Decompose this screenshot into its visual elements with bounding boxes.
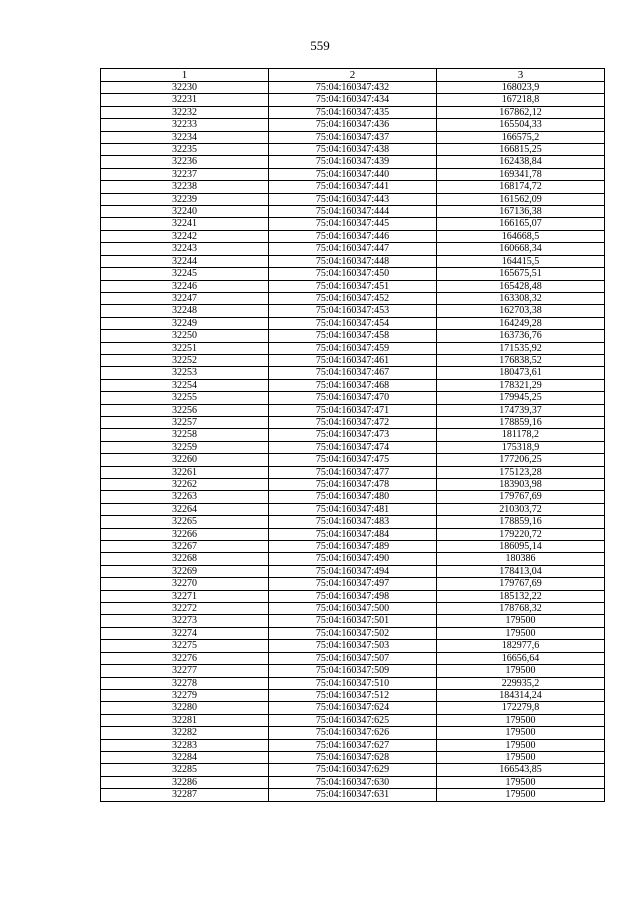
cadastral-number-cell: 75:04:160347:502 [269,627,437,639]
value-cell: 175123,28 [437,466,605,478]
table-row [101,603,605,615]
value-cell: 16656,64 [437,652,605,664]
table-row [101,106,605,118]
column-header-1: 1 [101,69,269,82]
value-cell: 179767,69 [437,491,605,503]
table-row [101,429,605,441]
table-row [101,702,605,714]
table-header [101,69,605,82]
table-row [101,491,605,503]
cadastral-number-cell: 75:04:160347:484 [269,528,437,540]
table-row [101,243,605,255]
row-number-cell: 32272 [101,603,269,615]
cadastral-number-cell: 75:04:160347:625 [269,714,437,726]
value-cell: 178859,16 [437,416,605,428]
table-row [101,292,605,304]
table-row [101,627,605,639]
table-row [101,466,605,478]
page-number: 559 [310,38,330,53]
value-cell: 168174,72 [437,181,605,193]
cadastral-number-cell: 75:04:160347:452 [269,292,437,304]
table-row [101,739,605,751]
table-row [101,727,605,739]
row-number-cell: 32279 [101,689,269,701]
row-number-cell: 32248 [101,305,269,317]
table-row [101,305,605,317]
table-row [101,404,605,416]
cadastral-number-cell: 75:04:160347:448 [269,255,437,267]
row-number-cell: 32283 [101,739,269,751]
table-row [101,94,605,106]
cadastral-number-cell: 75:04:160347:500 [269,603,437,615]
cadastral-number-cell: 75:04:160347:439 [269,156,437,168]
table-row [101,553,605,565]
table-row [101,416,605,428]
cadastral-number-cell: 75:04:160347:512 [269,689,437,701]
cadastral-number-cell: 75:04:160347:468 [269,379,437,391]
value-cell: 166815,25 [437,144,605,156]
cadastral-number-cell: 75:04:160347:451 [269,280,437,292]
cadastral-number-cell: 75:04:160347:477 [269,466,437,478]
row-number-cell: 32249 [101,317,269,329]
value-cell: 166165,07 [437,218,605,230]
table-row [101,168,605,180]
value-cell: 179220,72 [437,528,605,540]
row-number-cell: 32253 [101,367,269,379]
row-number-cell: 32231 [101,94,269,106]
value-cell: 164415,5 [437,255,605,267]
table-row [101,776,605,788]
row-number-cell: 32247 [101,292,269,304]
value-cell: 179500 [437,776,605,788]
table-body [101,82,605,802]
row-number-cell: 32243 [101,243,269,255]
row-number-cell: 32245 [101,268,269,280]
row-number-cell: 32241 [101,218,269,230]
row-number-cell: 32265 [101,516,269,528]
value-cell: 177206,25 [437,454,605,466]
value-cell: 161562,09 [437,193,605,205]
table-row [101,119,605,131]
row-number-cell: 32235 [101,144,269,156]
data-table [100,68,605,802]
value-cell: 179500 [437,751,605,763]
table-row [101,665,605,677]
table-row [101,590,605,602]
value-cell: 180386 [437,553,605,565]
cadastral-number-cell: 75:04:160347:497 [269,578,437,590]
value-cell: 171535,92 [437,342,605,354]
row-number-cell: 32286 [101,776,269,788]
column-header-3: 3 [437,69,605,82]
cadastral-number-cell: 75:04:160347:494 [269,565,437,577]
value-cell: 179500 [437,627,605,639]
table-row [101,578,605,590]
cadastral-number-cell: 75:04:160347:509 [269,665,437,677]
row-number-cell: 32246 [101,280,269,292]
value-cell: 160668,34 [437,243,605,255]
table-row [101,330,605,342]
row-number-cell: 32251 [101,342,269,354]
row-number-cell: 32252 [101,354,269,366]
table-row [101,789,605,801]
cadastral-number-cell: 75:04:160347:458 [269,330,437,342]
cadastral-number-cell: 75:04:160347:474 [269,441,437,453]
cadastral-number-cell: 75:04:160347:624 [269,702,437,714]
cadastral-number-cell: 75:04:160347:459 [269,342,437,354]
table-row [101,541,605,553]
table-row [101,503,605,515]
row-number-cell: 32271 [101,590,269,602]
cadastral-number-cell: 75:04:160347:626 [269,727,437,739]
value-cell: 179500 [437,665,605,677]
row-number-cell: 32274 [101,627,269,639]
value-cell: 178413,04 [437,565,605,577]
value-cell: 229935,2 [437,677,605,689]
value-cell: 163308,32 [437,292,605,304]
cadastral-number-cell: 75:04:160347:475 [269,454,437,466]
value-cell: 167862,12 [437,106,605,118]
cadastral-number-cell: 75:04:160347:510 [269,677,437,689]
value-cell: 185132,22 [437,590,605,602]
table-row [101,181,605,193]
table-row [101,764,605,776]
value-cell: 178859,16 [437,516,605,528]
cadastral-number-cell: 75:04:160347:489 [269,541,437,553]
value-cell: 166543,85 [437,764,605,776]
value-cell: 174739,37 [437,404,605,416]
table-row [101,367,605,379]
value-cell: 179767,69 [437,578,605,590]
cadastral-number-cell: 75:04:160347:434 [269,94,437,106]
value-cell: 168023,9 [437,82,605,94]
table-row [101,441,605,453]
cadastral-number-cell: 75:04:160347:432 [269,82,437,94]
value-cell: 179500 [437,739,605,751]
cadastral-number-cell: 75:04:160347:629 [269,764,437,776]
row-number-cell: 32273 [101,615,269,627]
value-cell: 176838,52 [437,354,605,366]
value-cell: 164668,5 [437,230,605,242]
row-number-cell: 32268 [101,553,269,565]
cadastral-number-cell: 75:04:160347:441 [269,181,437,193]
value-cell: 162438,84 [437,156,605,168]
row-number-cell: 32260 [101,454,269,466]
row-number-cell: 32262 [101,479,269,491]
cadastral-number-cell: 75:04:160347:445 [269,218,437,230]
cadastral-number-cell: 75:04:160347:490 [269,553,437,565]
value-cell: 179945,25 [437,392,605,404]
row-number-cell: 32240 [101,206,269,218]
cadastral-number-cell: 75:04:160347:473 [269,429,437,441]
table-row [101,156,605,168]
row-number-cell: 32276 [101,652,269,664]
value-cell: 180473,61 [437,367,605,379]
row-number-cell: 32261 [101,466,269,478]
row-number-cell: 32254 [101,379,269,391]
column-header-2: 2 [269,69,437,82]
row-number-cell: 32237 [101,168,269,180]
cadastral-number-cell: 75:04:160347:478 [269,479,437,491]
cadastral-number-cell: 75:04:160347:453 [269,305,437,317]
value-cell: 178768,32 [437,603,605,615]
table-row [101,714,605,726]
header-row [101,69,605,82]
cadastral-number-cell: 75:04:160347:472 [269,416,437,428]
row-number-cell: 32255 [101,392,269,404]
row-number-cell: 32239 [101,193,269,205]
row-number-cell: 32266 [101,528,269,540]
row-number-cell: 32282 [101,727,269,739]
row-number-cell: 32287 [101,789,269,801]
value-cell: 175318,9 [437,441,605,453]
cadastral-number-cell: 75:04:160347:440 [269,168,437,180]
value-cell: 167136,38 [437,206,605,218]
value-cell: 179500 [437,615,605,627]
cadastral-number-cell: 75:04:160347:471 [269,404,437,416]
row-number-cell: 32242 [101,230,269,242]
table-row [101,218,605,230]
value-cell: 167218,8 [437,94,605,106]
value-cell: 183903,98 [437,479,605,491]
row-number-cell: 32285 [101,764,269,776]
table-row [101,354,605,366]
row-number-cell: 32250 [101,330,269,342]
cadastral-number-cell: 75:04:160347:628 [269,751,437,763]
row-number-cell: 32256 [101,404,269,416]
value-cell: 166575,2 [437,131,605,143]
table-row [101,317,605,329]
cadastral-number-cell: 75:04:160347:443 [269,193,437,205]
row-number-cell: 32269 [101,565,269,577]
table-row [101,82,605,94]
table-row [101,751,605,763]
cadastral-number-cell: 75:04:160347:436 [269,119,437,131]
table-row [101,144,605,156]
row-number-cell: 32232 [101,106,269,118]
value-cell: 179500 [437,727,605,739]
table-row [101,268,605,280]
cadastral-number-cell: 75:04:160347:501 [269,615,437,627]
table-row [101,230,605,242]
table-row [101,640,605,652]
cadastral-number-cell: 75:04:160347:444 [269,206,437,218]
cadastral-number-cell: 75:04:160347:631 [269,789,437,801]
table-row [101,193,605,205]
cadastral-number-cell: 75:04:160347:630 [269,776,437,788]
value-cell: 165428,48 [437,280,605,292]
table-row [101,528,605,540]
row-number-cell: 32230 [101,82,269,94]
table-row [101,565,605,577]
cadastral-number-cell: 75:04:160347:467 [269,367,437,379]
row-number-cell: 32259 [101,441,269,453]
value-cell: 163736,76 [437,330,605,342]
row-number-cell: 32258 [101,429,269,441]
row-number-cell: 32277 [101,665,269,677]
cadastral-number-cell: 75:04:160347:437 [269,131,437,143]
cadastral-number-cell: 75:04:160347:483 [269,516,437,528]
value-cell: 182977,6 [437,640,605,652]
row-number-cell: 32264 [101,503,269,515]
table-row [101,652,605,664]
value-cell: 172279,8 [437,702,605,714]
table-row [101,479,605,491]
table-row [101,206,605,218]
row-number-cell: 32244 [101,255,269,267]
value-cell: 184314,24 [437,689,605,701]
cadastral-number-cell: 75:04:160347:481 [269,503,437,515]
row-number-cell: 32236 [101,156,269,168]
table-row [101,131,605,143]
row-number-cell: 32233 [101,119,269,131]
row-number-cell: 32278 [101,677,269,689]
table-row [101,689,605,701]
cadastral-number-cell: 75:04:160347:470 [269,392,437,404]
table-row [101,255,605,267]
row-number-cell: 32270 [101,578,269,590]
row-number-cell: 32263 [101,491,269,503]
cadastral-number-cell: 75:04:160347:503 [269,640,437,652]
value-cell: 186095,14 [437,541,605,553]
value-cell: 210303,72 [437,503,605,515]
value-cell: 169341,78 [437,168,605,180]
value-cell: 179500 [437,789,605,801]
cadastral-number-cell: 75:04:160347:627 [269,739,437,751]
table-row [101,392,605,404]
value-cell: 164249,28 [437,317,605,329]
table-row [101,342,605,354]
cadastral-number-cell: 75:04:160347:498 [269,590,437,602]
value-cell: 179500 [437,714,605,726]
table-row [101,280,605,292]
row-number-cell: 32275 [101,640,269,652]
table-row [101,677,605,689]
cadastral-number-cell: 75:04:160347:435 [269,106,437,118]
cadastral-number-cell: 75:04:160347:438 [269,144,437,156]
row-number-cell: 32281 [101,714,269,726]
row-number-cell: 32284 [101,751,269,763]
cadastral-number-cell: 75:04:160347:507 [269,652,437,664]
value-cell: 162703,38 [437,305,605,317]
value-cell: 181178,2 [437,429,605,441]
value-cell: 178321,29 [437,379,605,391]
row-number-cell: 32238 [101,181,269,193]
cadastral-number-cell: 75:04:160347:446 [269,230,437,242]
table-row [101,516,605,528]
cadastral-number-cell: 75:04:160347:461 [269,354,437,366]
table-row [101,454,605,466]
row-number-cell: 32280 [101,702,269,714]
cadastral-number-cell: 75:04:160347:480 [269,491,437,503]
cadastral-number-cell: 75:04:160347:454 [269,317,437,329]
row-number-cell: 32267 [101,541,269,553]
value-cell: 165675,51 [437,268,605,280]
value-cell: 165504,33 [437,119,605,131]
cadastral-number-cell: 75:04:160347:447 [269,243,437,255]
table-row [101,615,605,627]
row-number-cell: 32234 [101,131,269,143]
cadastral-number-cell: 75:04:160347:450 [269,268,437,280]
row-number-cell: 32257 [101,416,269,428]
table-row [101,379,605,391]
